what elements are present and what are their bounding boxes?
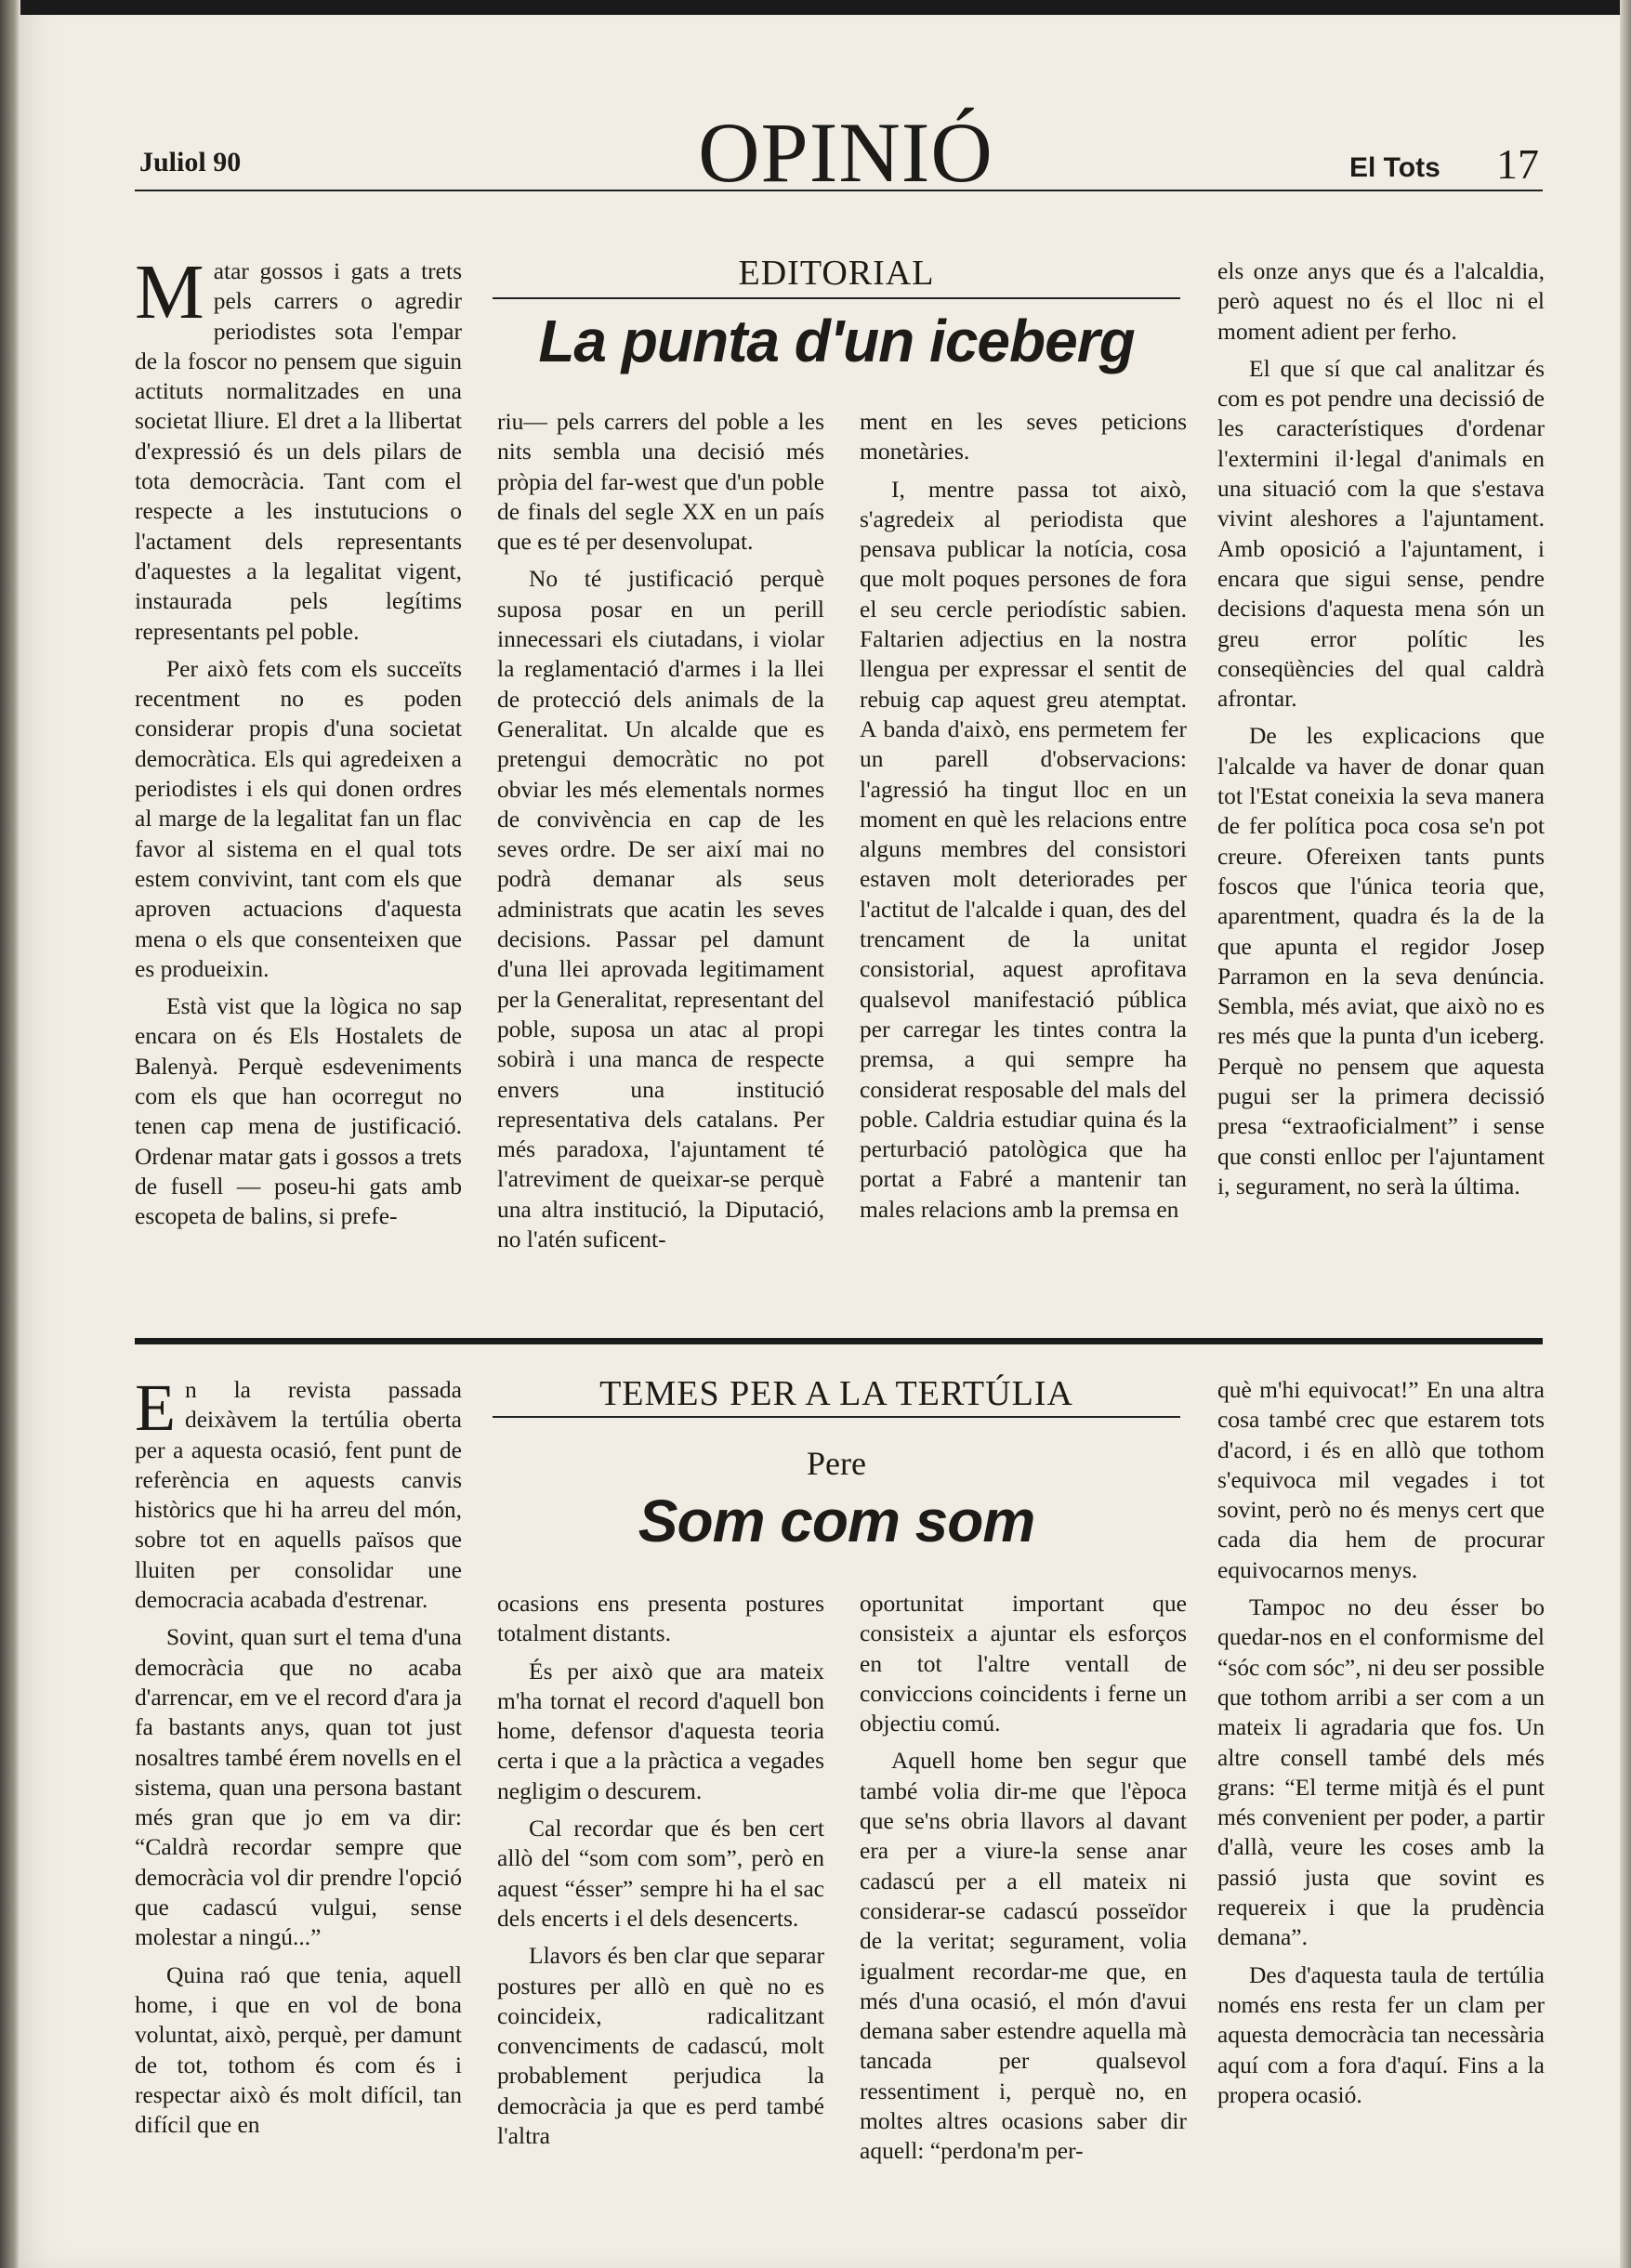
section-title: OPINIÓ xyxy=(698,105,993,200)
editorial-column-3 xyxy=(860,407,1187,1327)
issue-date: Juliol 90 xyxy=(139,147,242,177)
tertulia-column-3 xyxy=(860,1589,1187,2239)
tertulia-paragraph: Llavors és ben clar que separar postures per allò en què no es coincideix, radicalitzant convenciments de cadascú, molt probablement perjudica la democràcia ja que es perd també l'altra xyxy=(497,1942,824,2150)
tertulia-paragraph: Cal recordar que és ben cert allò del “som com som”, però en aquest “ésser” sempre hi ha el sac dels encerts i el dels desencerts. xyxy=(497,1815,824,1932)
tertulia-paragraph: Aquell home ben segur que també volia dir-me que l'època que se'ns obria llavors al davant era per a viure-la sense anar cadascú per a ell mateix ni considerar-se cadascú posseïdor de la veritat; segurament, volia igualment recordar-me que, en més d'una ocasió, el món d'avui demana saber estendre aquella mà tancada per qualsevol ressentiment i, perquè no, en moltes altres ocasions saber dir aquell: “perdona'm per- xyxy=(860,1747,1187,2165)
tertulia-dropcap: E xyxy=(135,1375,176,1445)
tertulia-label-rule xyxy=(493,1416,1180,1418)
editorial-paragraph: I, mentre passa tot això, s'agredeix al periodista que pensava publicar la notícia, cosa que molt poques persones de fora el seu cercle periodístic sabien. Faltarien adjectius en la nostra llengua per expressar el sentit de rebuig cap aquest greu atemptat. A banda d'això, ens permetem fer un parell d'observacions: l'agressió ha tingut lloc en un moment en què les relacions entre alguns membres del consistori estaven molt deteriorades per l'actitut de l'alcalde i quan, des del trencament de la unitat consistorial, aquest aprofitava qualsevol manifestació pública per carregar les tintes contra la premsa, a qui sempre ha considerat resposable del mals del poble. Caldria estudiar quina és la perturbació patològica que ha portat a Fabré a mantenir tan males relacions amb la premsa en xyxy=(860,475,1187,1223)
editorial-paragraph: No té justificació perquè suposa posar en un perill innecessari els ciutadans, i violar la reglamentació d'armes i la llei de protecció dels animals de la Generalitat. Un alcalde que es pretengui democràtic no pot obviar les més elementals normes de convivència en cap de les seves ordre. De ser així mai no podrà demanar als seus administrats que acatin les seves decisions. Passar pel damunt d'una llei aprovada legitimament per la Generalitat, representant del poble, suposa un atac al propi sobirà i una manca de respecte envers una institució representativa dels catalans. Per més paradoxa, l'ajuntament té l'atreviment de queixar-se perquè una altra institució, la Diputació, no l'atén suficent- xyxy=(497,565,824,1253)
editorial-paragraph: els onze anys que és a l'alcaldia, però aquest no és el lloc ni el moment adient per ferho. xyxy=(1217,257,1545,345)
editorial-paragraph: Per això fets com els succeïts recentment no es poden considerar propis d'una societat democràtica. Els qui agredeixen a periodistes i els qui donen ordres al marge de la legalitat fan un flac favor al sistema en el qual tots estem convivint, tant com els que aproven actuacions d'aquesta mena o els que consenteixen que es produeixin. xyxy=(135,654,462,982)
tertulia-headline: Som com som xyxy=(638,1488,1035,1554)
tertulia-column-2 xyxy=(497,1589,824,2239)
tertulia-label: TEMES PER A LA TERTÚLIA xyxy=(599,1374,1073,1413)
editorial-label-rule xyxy=(493,297,1180,299)
tertulia-paragraph: què m'hi equivocat!” En una altra cosa també crec que estarem tots d'acord, i és en allò que tothom s'equivoca mil vegades i tot sovint, però no és menys cert que cada dia hem de procurar equivocarnos menys. xyxy=(1217,1376,1545,1583)
editorial-column-2 xyxy=(497,407,824,1327)
editorial-paragraph: Matar gossos i gats a trets pels carrers o agredir periodistes sota l'empar de la foscor no pensem que siguin actituts normalitzades en una societat lliure. El dret a la llibertat d'expressió és un dels pilars de tota democràcia. Tant com el respecte a les instutucions o l'actament dels representants d'aquestes a la legalitat vigent, instaurada pels legítims representants pel poble. xyxy=(135,256,462,645)
tertulia-paragraph: Sovint, quan surt el tema d'una democràcia que no acaba d'arrencar, em ve el record d'ara ja fa bastants anys, quan tot just nosaltres també érem novells en el sistema, quan una persona bastant més gran que jo em va dir: “Caldrà recordar sempre que democràcia vol dir prendre l'opció que cadascú vulgui, sense molestar a ningú...” xyxy=(135,1623,462,1951)
section-divider xyxy=(135,1338,1543,1344)
scan-top-border xyxy=(0,0,1631,15)
editorial-column-4 xyxy=(1217,256,1545,1327)
editorial-label: EDITORIAL xyxy=(738,254,935,293)
tertulia-column-4 xyxy=(1217,1375,1545,2239)
tertulia-author: Pere xyxy=(807,1445,866,1482)
tertulia-paragraph: Des d'aquesta taula de tertúlia només ens resta fer un clam per aquesta democràcia tan necessària aquí com a fora d'aquí. Fins a la propera ocasió. xyxy=(1217,1960,1545,2108)
editorial-paragraph: De les explicacions que l'alcalde va haver de donar quan tot l'Estat coneixia la seva manera de fer política poca cosa se'n pot creure. Ofereixen tants punts foscos que l'única teoria que, aparentment, quadra és la de la que apunta el regidor Josep Parramon en la seva denúncia. Sembla, més aviat, que això no es res més que la punta d'un iceberg. Perquè no pensem que aquesta pugui ser la primera decissió presa “extraoficialment” i sense que consti enlloc per l'ajuntament i, segurament, no serà la última. xyxy=(1217,722,1545,1200)
editorial-column-1 xyxy=(135,256,462,1327)
page-right-edge xyxy=(1620,0,1631,2268)
tertulia-paragraph: Tampoc no deu ésser bo quedar-nos en el conformisme del “sóc com sóc”, ni deu ser possible que tothom arribi a ser com a un mateix li agradaria que fos. Un altre consell també dels més grans: “El terme mitjà és el punt més convenient per poder, a partir d'allà, veure les coses amb la passió justa que sovint es requereix i que la prudència demana”. xyxy=(1217,1593,1545,1951)
editorial-paragraph: riu— pels carrers del poble a les nits sembla una decisió més pròpia del far-west que d'un poble de finals del segle XX en un país que es té per desenvolupat. xyxy=(497,408,824,556)
tertulia-paragraph: ocasions ens presenta postures totalment distants. xyxy=(497,1590,824,1647)
tertulia-paragraph: Quina raó que tenia, aquell home, i que en vol de bona voluntat, això, perquè, per damunt de tot, tothom és com és i respectar això és molt difícil, tan difícil que en xyxy=(135,1960,462,2139)
editorial-paragraph: El que sí que cal analitzar és com es pot pendre una decissió de les característiques d'ordenar l'extermini il·legal d'animals en una situació com la que s'estava vivint aleshores a l'ajuntament. Amb oposició a l'ajuntament, i encara que sigui sense, pendre decisions d'aquesta mena són un greu error polític les conseqüències del qual caldrà afrontar. xyxy=(1217,354,1545,713)
editorial-headline: La punta d'un iceberg xyxy=(538,308,1135,374)
page-gutter-shadow xyxy=(0,0,20,2268)
editorial-paragraph: Està vist que la lògica no sap encara on és Els Hostalets de Balenyà. Perquè esdeveniments com els que han ocorregut no tenen cap mena de justificació. Ordenar matar gats i gossos a trets de fusell — poseu-hi gats amb escopeta de balins, si prefe- xyxy=(135,992,462,1230)
page-number: 17 xyxy=(1496,140,1539,188)
tertulia-paragraph: És per això que ara mateix m'ha tornat el record d'aquell bon home, defensor d'aquesta teoria certa i que a la pràctica a vegades negligim o descurem. xyxy=(497,1657,824,1804)
editorial-dropcap: M xyxy=(135,256,204,335)
tertulia-paragraph: oportunitat important que consisteix a ajuntar els esforços en tot l'altre ventall de conviccions coincidents i ferne un objectiu comú. xyxy=(860,1590,1187,1737)
header-rule xyxy=(135,190,1543,191)
tertulia-column-1 xyxy=(135,1375,462,2239)
publication-name: El Tots xyxy=(1349,152,1440,183)
tertulia-paragraph: En la revista passada deixàvem la tertúlia oberta per a aquesta ocasió, fent punt de referència en aquests canvis històrics que hi ha arreu del món, sobre tot en aquells països que lluiten per consolidar une democracia acabada d'estrenar. xyxy=(135,1375,462,1614)
editorial-paragraph: ment en les seves peticions monetàries. xyxy=(860,408,1187,465)
